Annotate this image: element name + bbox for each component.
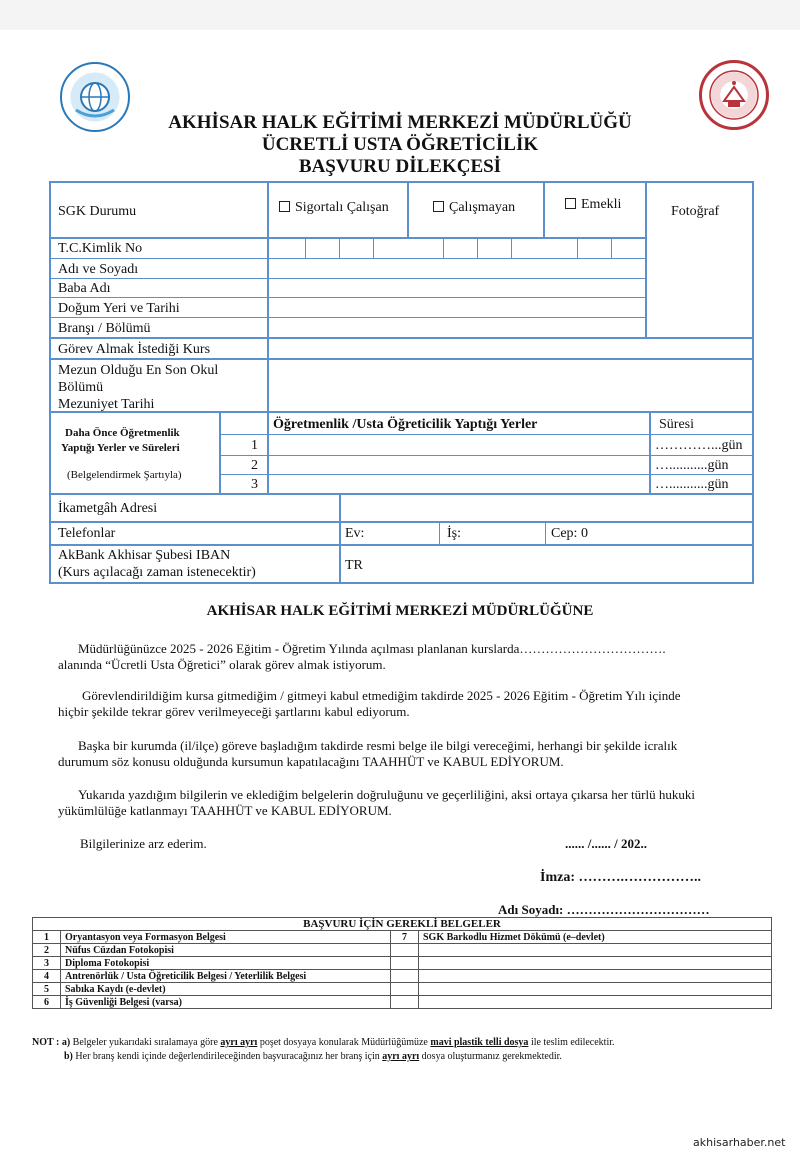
doc-number xyxy=(391,970,419,983)
photo-label: Fotoğraf xyxy=(671,204,720,219)
grid-line xyxy=(373,238,374,258)
closing-text: Bilgilerinize arz ederim. xyxy=(80,836,207,851)
places-header: Öğretmenlik /Usta Öğreticilik Yaptığı Yerler xyxy=(273,417,538,432)
grid-line xyxy=(477,238,478,258)
meb-seal-icon xyxy=(699,60,769,130)
required-documents-table xyxy=(32,917,772,1009)
grid-line xyxy=(51,358,752,360)
doc-item: Sabıka Kaydı (e-devlet) xyxy=(61,983,391,996)
note-a-emphasis-2: mavi plastik telli dosya xyxy=(430,1037,529,1048)
paragraph-4-line-2: yükümlülüğe katlanmayı TAAHHÜT ve KABUL EDİYORUM. xyxy=(58,803,392,818)
name-signature-field: Adı Soyadı: …………………………… xyxy=(498,902,710,917)
grid-line xyxy=(219,455,752,456)
row-number: 2 xyxy=(251,458,258,473)
doc-number: 3 xyxy=(33,957,61,970)
title-line-1: AKHİSAR HALK EĞİTİMİ MERKEZİ MÜDÜRLÜĞÜ xyxy=(168,112,632,133)
table-row xyxy=(33,931,772,944)
sgk-option-retired-label: Emekli xyxy=(581,197,622,212)
prev-teaching-label-2: Yaptığı Yerler ve Süreleri xyxy=(61,442,180,454)
note-b-text-2: dosya oluşturmanız gerekmektedir. xyxy=(421,1051,562,1062)
documents-title: BAŞVURU İÇİN GEREKLİ BELGELER xyxy=(33,918,772,931)
phone-mobile-label: Cep: 0 xyxy=(551,526,588,541)
doc-item xyxy=(419,957,772,970)
grid-line xyxy=(649,412,651,494)
note-a-emphasis-1: ayrı ayrı xyxy=(220,1037,258,1048)
grid-line xyxy=(51,544,752,546)
phone-label: Telefonlar xyxy=(58,526,116,541)
grid-line xyxy=(51,411,752,413)
birth-label: Doğum Yeri ve Tarihi xyxy=(58,301,180,316)
checkbox-icon[interactable] xyxy=(279,201,290,212)
phone-home-label: Ev: xyxy=(345,526,365,541)
duration-header: Süresi xyxy=(659,417,694,432)
doc-number: 5 xyxy=(33,983,61,996)
paragraph-3-line-2: durumum söz konusu olduğunda kursumun kapatılacağını TAAHHÜT ve KABUL EDİYORUM. xyxy=(58,754,564,769)
paragraph-3 xyxy=(58,738,752,770)
doc-item xyxy=(419,970,772,983)
note-b xyxy=(64,1050,562,1063)
row-number: 1 xyxy=(251,438,258,453)
title-line-2: ÜCRETLİ USTA ÖĞRETİCİLİK xyxy=(261,134,539,155)
paragraph-2-line-1: Görevlendirildiğim kursa gitmediğim / gitmeyi kabul etmediğim takdirde 2025 - 2026 Eğitim - Öğretim Yılı içinde xyxy=(82,688,681,703)
grid-line xyxy=(51,278,647,279)
grid-line xyxy=(645,183,647,338)
note-b-prefix: b) xyxy=(64,1051,73,1062)
tc-label: T.C.Kimlik No xyxy=(58,241,143,256)
department-label: Bölümü xyxy=(58,380,104,395)
grid-line xyxy=(611,238,612,258)
sgk-option-retired[interactable] xyxy=(565,196,621,213)
row-duration: …………...gün xyxy=(655,438,743,453)
course-label: Görev Almak İstediği Kurs xyxy=(58,342,211,357)
school-label: Mezun Olduğu En Son Okul xyxy=(58,363,219,378)
source-watermark: akhisarhaber.net xyxy=(693,1136,786,1149)
doc-item xyxy=(419,983,772,996)
grid-line xyxy=(219,434,752,435)
table-row xyxy=(33,944,772,957)
paragraph-2 xyxy=(58,688,752,720)
doc-item: Antrenörlük / Usta Öğreticilik Belgesi / Yeterlilik Belgesi xyxy=(61,970,391,983)
grid-line xyxy=(51,237,647,239)
phone-work-label: İş: xyxy=(447,526,461,541)
doc-item xyxy=(419,944,772,957)
branch-label: Branşı / Bölümü xyxy=(58,321,151,336)
grid-line xyxy=(439,522,440,545)
grid-line xyxy=(51,493,752,495)
grid-line xyxy=(511,238,512,258)
doc-item: Nüfus Cüzdan Fotokopisi xyxy=(61,944,391,957)
sgk-option-unemployed[interactable] xyxy=(433,199,515,216)
title-line-3: BAŞVURU DİLEKÇESİ xyxy=(298,156,502,177)
table-row xyxy=(33,957,772,970)
grid-line xyxy=(545,522,546,545)
paragraph-2-line-2: hiçbir şekilde tekrar görev verilmeyeceği şartlarını kabul ediyorum. xyxy=(58,704,410,719)
doc-number: 6 xyxy=(33,996,61,1009)
grid-line xyxy=(51,297,647,298)
grid-line xyxy=(51,258,647,259)
grid-line xyxy=(267,412,269,494)
grid-line xyxy=(219,474,752,475)
grid-line xyxy=(543,183,545,238)
application-form xyxy=(49,181,754,584)
certification-note: (Belgelendirmek Şartıyla) xyxy=(67,469,182,481)
paragraph-3-line-1: Başka bir kurumda (il/ilçe) göreve başladığım takdirde resmi belge ile bilgi vereceğimi, herhangi bir şekilde icralık xyxy=(78,738,678,753)
doc-number xyxy=(391,944,419,957)
iban-label: AkBank Akhisar Şubesi IBAN xyxy=(58,548,231,563)
doc-number: 7 xyxy=(391,931,419,944)
sgk-option-insured[interactable] xyxy=(279,199,389,216)
doc-item: SGK Barkodlu Hizmet Dökümü (e–devlet) xyxy=(419,931,772,944)
prev-teaching-label: Daha Önce Öğretmenlik xyxy=(65,427,180,439)
note-a-text-1: Belgeler yukarıdaki sıralamaya göre xyxy=(72,1037,218,1048)
row-duration: …...........gün xyxy=(655,477,729,492)
form-title xyxy=(140,112,660,178)
grid-line xyxy=(339,238,340,258)
grid-line xyxy=(339,494,341,584)
name-label: Adı ve Soyadı xyxy=(58,262,139,277)
doc-item xyxy=(419,996,772,1009)
halk-egitim-logo-icon xyxy=(60,62,130,132)
row-duration: …...........gün xyxy=(655,458,729,473)
note-a xyxy=(32,1036,615,1049)
grid-line xyxy=(51,521,752,523)
signature-field: İmza: ……….…………….. xyxy=(540,870,701,885)
grid-line xyxy=(51,317,647,318)
paragraph-4 xyxy=(58,787,752,819)
father-name-label: Baba Adı xyxy=(58,281,111,296)
checkbox-icon[interactable] xyxy=(565,198,576,209)
paragraph-1-line-2: alanında “Ücretli Usta Öğretici” olarak görev almak istiyorum. xyxy=(58,657,386,672)
doc-item: Diploma Fotokopisi xyxy=(61,957,391,970)
address-label: İkametgâh Adresi xyxy=(58,501,158,516)
note-b-text-1: Her branş kendi içinde değerlendirileceğinden başvuracağınız her branş için xyxy=(75,1051,380,1062)
note-a-text-3: ile teslim edilecektir. xyxy=(530,1037,615,1048)
paragraph-4-line-1: Yukarıda yazdığım bilgilerin ve eklediğim belgelerin doğruluğunu ve geçerliliğini, aksi ortaya çıkarsa her türlü hukuki xyxy=(78,787,695,802)
grid-line xyxy=(305,238,306,258)
note-a-text-2: poşet dosyaya konularak Müdürlüğümüze xyxy=(259,1037,428,1048)
iban-prefix: TR xyxy=(345,558,363,573)
doc-item: İş Güvenliği Belgesi (varsa) xyxy=(61,996,391,1009)
row-number: 3 xyxy=(251,477,258,492)
checkbox-icon[interactable] xyxy=(433,201,444,212)
doc-number: 1 xyxy=(33,931,61,944)
note-b-emphasis: ayrı ayrı xyxy=(382,1051,420,1062)
note-label: NOT : xyxy=(32,1037,60,1048)
sgk-label: SGK Durumu xyxy=(58,204,137,219)
sgk-option-unemployed-label: Çalışmayan xyxy=(449,200,516,215)
doc-item: Oryantasyon veya Formasyon Belgesi xyxy=(61,931,391,944)
doc-number xyxy=(391,996,419,1009)
letter-heading: AKHİSAR HALK EĞİTİMİ MERKEZİ MÜDÜRLÜĞÜNE xyxy=(206,603,594,619)
grid-line xyxy=(219,412,221,494)
table-row xyxy=(33,970,772,983)
paragraph-1 xyxy=(58,641,752,673)
doc-number xyxy=(391,983,419,996)
paragraph-1-line-1: Müdürlüğünüzce 2025 - 2026 Eğitim - Öğretim Yılında açılması planlanan kurslarda……………………………. xyxy=(78,641,666,656)
doc-number: 4 xyxy=(33,970,61,983)
grid-line xyxy=(577,238,578,258)
grid-line xyxy=(443,238,444,258)
note-a-prefix: a) xyxy=(61,1037,71,1048)
doc-number xyxy=(391,957,419,970)
top-bar xyxy=(0,0,800,30)
grid-line xyxy=(407,183,409,238)
sgk-option-insured-label: Sigortalı Çalışan xyxy=(295,200,389,215)
table-row xyxy=(33,983,772,996)
date-field: ...... /...... / 202.. xyxy=(565,836,647,851)
graduation-date-label: Mezuniyet Tarihi xyxy=(58,397,155,412)
table-row xyxy=(33,996,772,1009)
iban-note: (Kurs açılacağı zaman istenecektir) xyxy=(58,565,256,580)
grid-line xyxy=(267,183,269,412)
table-header-row xyxy=(33,918,772,931)
doc-number: 2 xyxy=(33,944,61,957)
